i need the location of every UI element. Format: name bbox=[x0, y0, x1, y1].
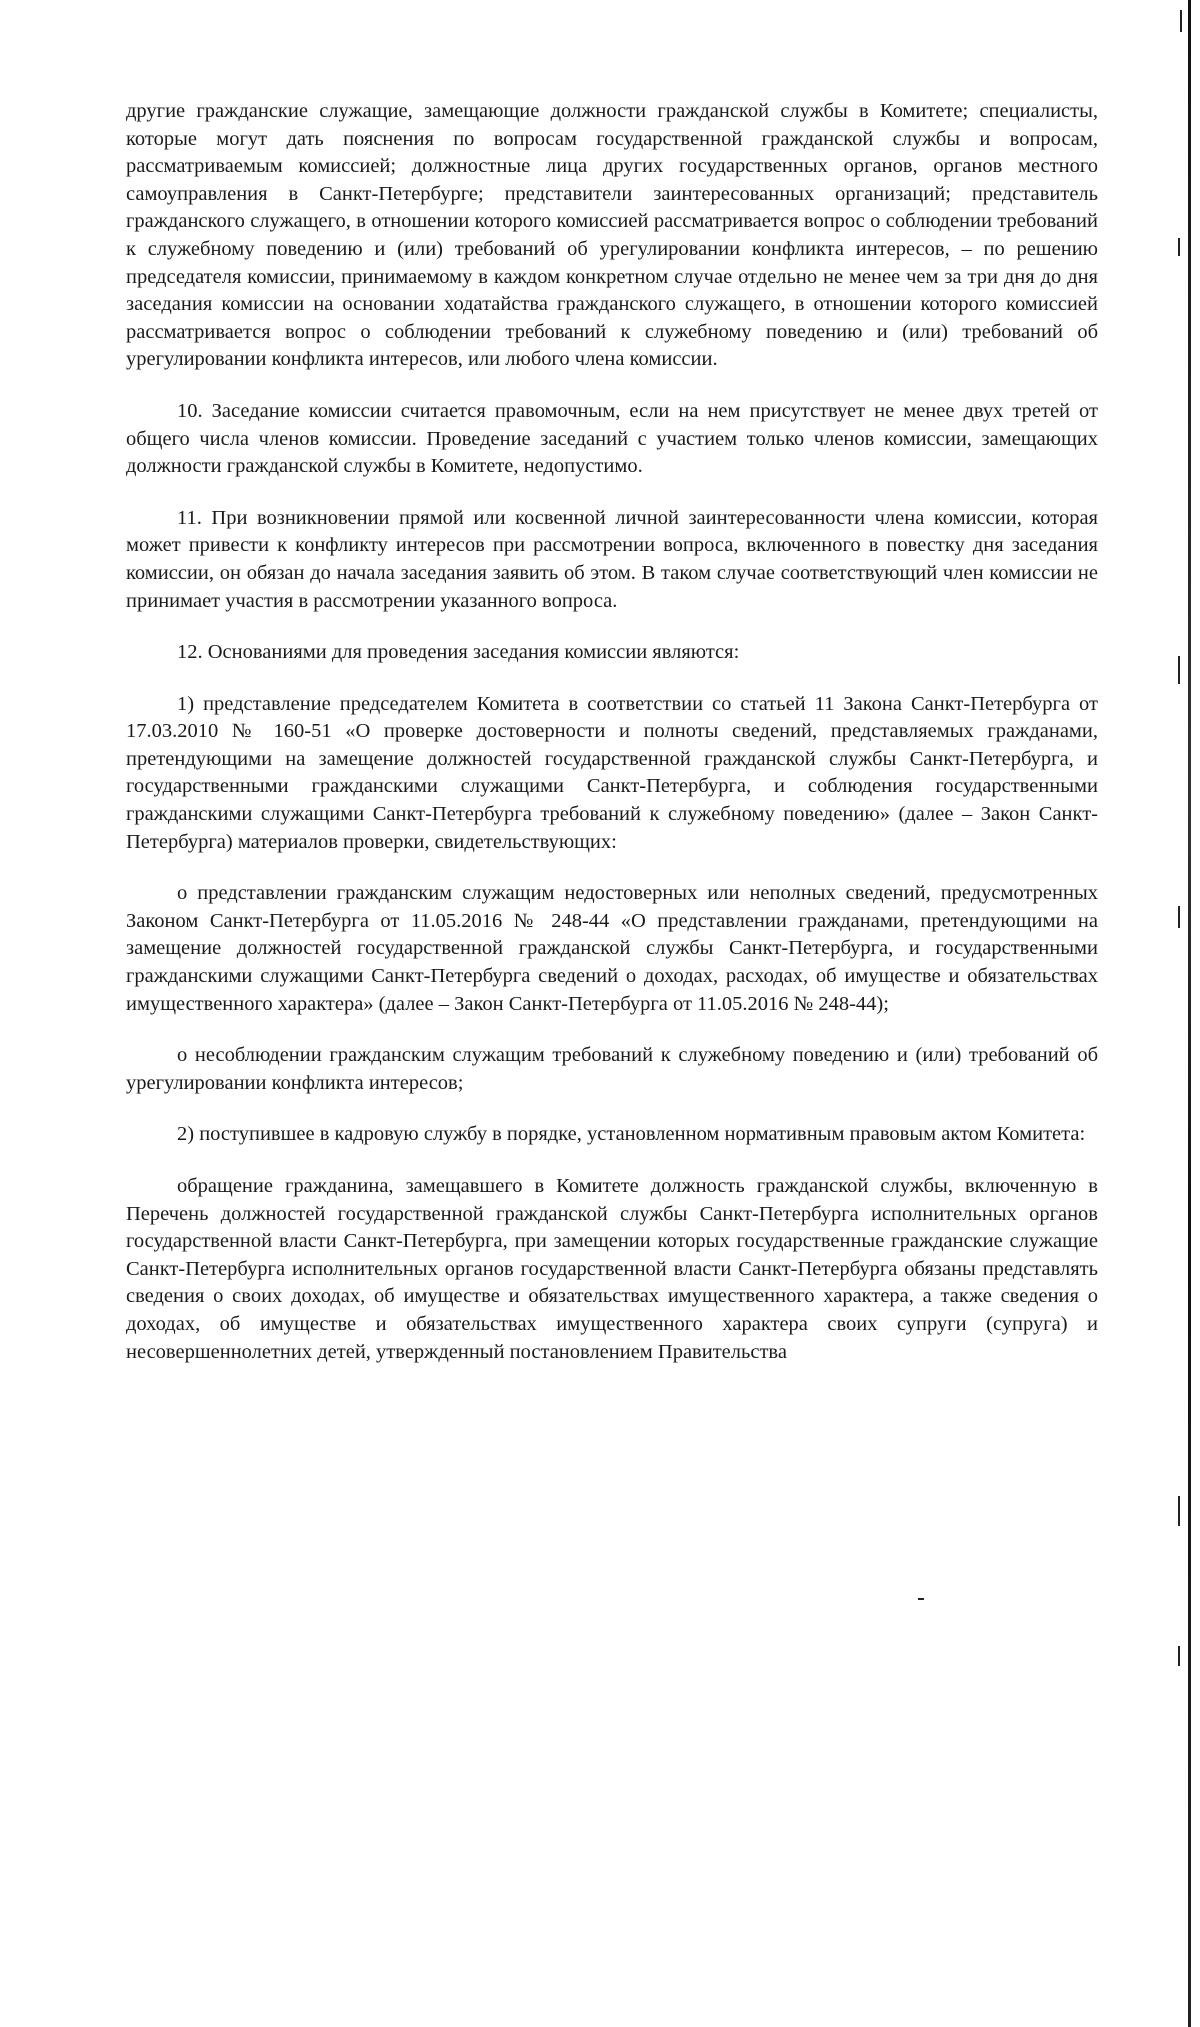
scan-speck bbox=[1178, 1646, 1180, 1666]
scan-speck bbox=[1178, 238, 1180, 256]
paragraph-12-1: 1) представление председателем Комитета в соответствии со статьей 11 Закона Санкт-Петербурга от 17.03.2010 № 160-51 «О проверке достоверности и полноты сведений, представляемых гражданами, претендующими на замещение должностей государственной гражданской службы Санкт-Петербурга, и государственными гражданскими служащими Санкт-Петербурга, и соблюдения государственными гражданскими служащими Санкт-Петербурга требований к служебному поведению» (далее – Закон Санкт-Петербурга) материалов проверки, свидетельствующих: bbox=[126, 692, 1098, 853]
scan-speck bbox=[1178, 906, 1180, 928]
paragraph-continuation: другие гражданские служащие, замещающие должности гражданской службы в Комитете; специалисты, которые могут дать пояснения по вопросам государственной гражданской службы и вопросам, рассматриваемым комиссией; должностные лица других государственных органов, органов местного самоуправления в Санкт-Петербурге; представители заинтересованных организаций; представитель гражданского служащего, в отношении которого комиссией рассматривается вопрос о соблюдении требований к служебному поведению и (или) требований об урегулировании конфликта интересов, – по решению председателя комиссии, принимаемому в каждом конкретном случае отдельно не менее чем за три дня до дня заседания комиссии на основании ходатайства гражданского служащего, в отношении которого комиссией рассматривается вопрос о соблюдении требований к служебному поведению и (или) требований об урегулировании конфликта интересов, или любого члена комиссии. bbox=[126, 100, 1098, 371]
scan-edge-line bbox=[1188, 0, 1191, 2027]
scan-speck bbox=[1180, 10, 1182, 32]
document-body bbox=[126, 98, 1098, 1366]
paragraph-12-2-a: обращение гражданина, замещавшего в Комитете должность гражданской службы, включенную в Перечень должностей государственной гражданской службы Санкт-Петербурга исполнительных органов государственной власти Санкт-Петербурга, при замещении которых государственные гражданские служащие Санкт-Петербурга исполнительных органов государственной власти Санкт-Петербурга обязаны представлять сведения о своих доходах, об имуществе и обязательствах имущественного характера, а также сведения о доходах, об имуществе и обязательствах имущественного характера своих супруги (супруга) и несовершеннолетних детей, утвержденный постановлением Правительства bbox=[126, 1175, 1098, 1363]
paragraph-10: 10. Заседание комиссии считается правомочным, если на нем присутствует не менее двух третей от общего числа членов комиссии. Проведение заседаний с участием только членов комиссии, замещающих должности гражданской службы в Комитете, недопустимо. bbox=[126, 399, 1098, 478]
scan-speck bbox=[918, 1598, 924, 1600]
paragraph-12: 12. Основаниями для проведения заседания комиссии являются: bbox=[177, 641, 740, 664]
paragraph-12-1-b: о несоблюдении гражданским служащим требований к служебному поведению и (или) требований об урегулировании конфликта интересов; bbox=[126, 1044, 1098, 1094]
paragraph-11: 11. При возникновении прямой или косвенной личной заинтересованности члена комиссии, которая может привести к конфликту интересов при рассмотрении вопроса, включенного в повестку дня заседания комиссии, он обязан до начала заседания заявить об этом. В таком случае соответствующий член комиссии не принимает участия в рассмотрении указанного вопроса. bbox=[126, 506, 1098, 612]
paragraph-12-1-a: о представлении гражданским служащим недостоверных или неполных сведений, предусмотренных Законом Санкт-Петербурга от 11.05.2016 № 248-44 «О представлении гражданами, претендующими на замещение должностей государственной гражданской службы Санкт-Петербурга, и государственными гражданскими служащими Санкт-Петербурга сведений о доходах, расходах, об имуществе и обязательствах имущественного характера» (далее – Закон Санкт-Петербурга от 11.05.2016 № 248-44); bbox=[126, 882, 1098, 1015]
scan-speck bbox=[1178, 1496, 1180, 1526]
scan-speck bbox=[1178, 656, 1180, 684]
paragraph-12-2: 2) поступившее в кадровую службу в порядке, установленном нормативным правовым актом Комитета: bbox=[177, 1123, 1086, 1146]
